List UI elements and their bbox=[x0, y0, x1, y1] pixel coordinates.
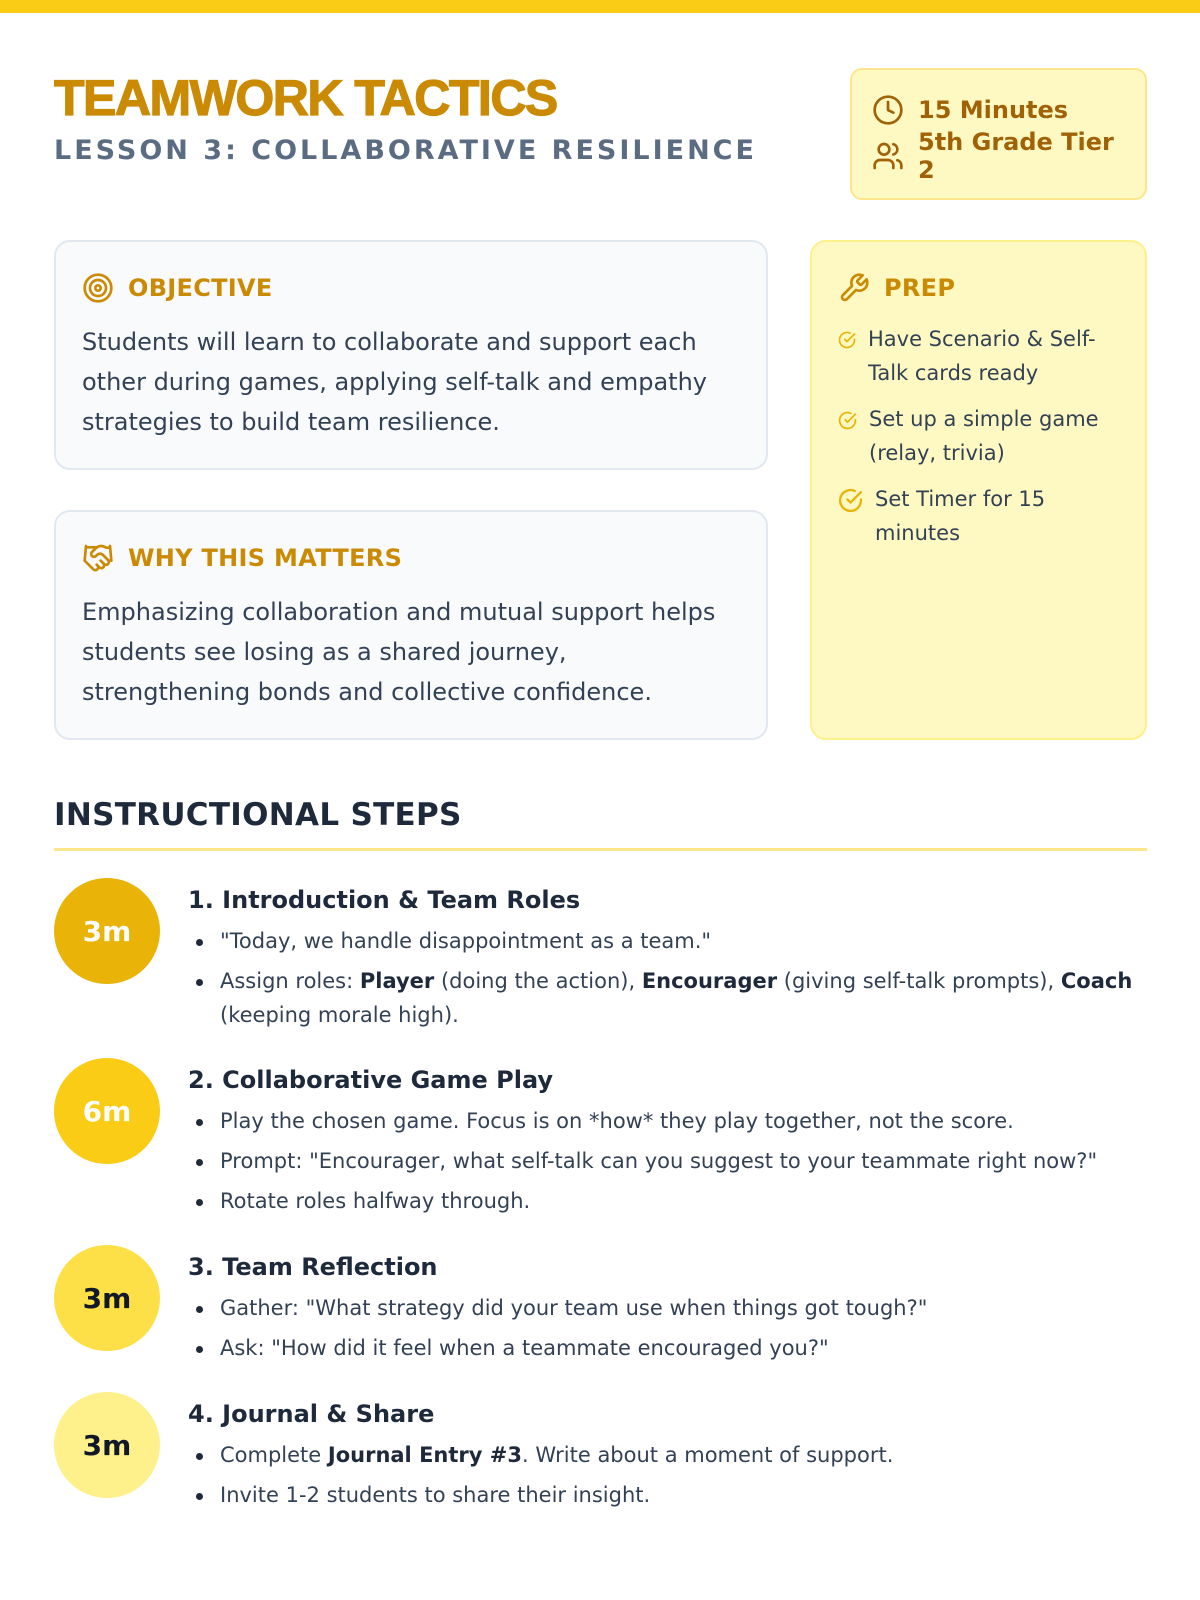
check-circle-icon bbox=[838, 331, 856, 349]
step-bullets bbox=[188, 1291, 1147, 1365]
bullet-text: (keeping morale high). bbox=[220, 1003, 459, 1027]
bold-term: Player bbox=[359, 969, 435, 993]
bullet-text: Assign roles: bbox=[220, 969, 360, 993]
why-text: Emphasizing collaboration and mutual support helps students see losing as a shared journey, strengthening bonds and collective confidence. bbox=[82, 598, 716, 706]
bullet-text: (giving self-talk prompts), bbox=[777, 969, 1061, 993]
section-title: INSTRUCTIONAL STEPS bbox=[54, 797, 462, 833]
prep-title: PREP bbox=[884, 274, 956, 302]
why-header bbox=[82, 538, 740, 578]
prep-item bbox=[838, 322, 1119, 390]
step-bullet bbox=[188, 924, 1147, 958]
check-circle-icon bbox=[838, 411, 857, 430]
bullet-text: Ask: "How did it feel when a teammate encouraged you?" bbox=[220, 1336, 829, 1360]
prep-list bbox=[838, 322, 1119, 550]
step-title: 3. Team Reflection bbox=[188, 1253, 438, 1281]
check-circle-icon bbox=[838, 488, 863, 513]
prep-item bbox=[838, 402, 1119, 470]
bullet-text: "Today, we handle disappointment as a team." bbox=[220, 929, 712, 953]
step-content bbox=[188, 884, 1147, 1038]
users-icon bbox=[872, 140, 904, 172]
step-bullet bbox=[188, 1104, 1147, 1138]
step-bullet bbox=[188, 1184, 1147, 1218]
step-content bbox=[188, 1064, 1147, 1224]
step-bullet bbox=[188, 1478, 1147, 1512]
step-bullet bbox=[188, 1291, 1147, 1325]
prep-item-text: Set up a simple game (relay, trivia) bbox=[869, 407, 1099, 465]
bold-term: Coach bbox=[1060, 969, 1133, 993]
objective-text: Students will learn to collaborate and support each other during games, applying self-talk and empathy strategies to build team resilience. bbox=[82, 328, 707, 436]
lesson-meta-box bbox=[850, 68, 1147, 200]
audience-row bbox=[872, 128, 1125, 184]
wrench-icon bbox=[838, 272, 870, 304]
duration-row bbox=[872, 92, 1125, 128]
step-bullets bbox=[188, 1104, 1147, 1218]
step-bullet bbox=[188, 1331, 1147, 1365]
step-time-badge: 3m bbox=[54, 878, 160, 984]
page-title: TEAMWORK TACTICS bbox=[54, 70, 557, 126]
prep-item-text: Set Timer for 15 minutes bbox=[875, 487, 1046, 545]
step-bullets bbox=[188, 1438, 1147, 1512]
bullet-text: (doing the action), bbox=[434, 969, 642, 993]
step-bullets bbox=[188, 924, 1147, 1032]
prep-header bbox=[838, 268, 1119, 308]
bullet-text: Rotate roles halfway through. bbox=[220, 1189, 531, 1213]
bullet-text: Complete bbox=[220, 1443, 328, 1467]
bold-term: Encourager bbox=[641, 969, 778, 993]
handshake-icon bbox=[82, 542, 114, 574]
step-content bbox=[188, 1398, 1147, 1518]
objective-card bbox=[54, 240, 768, 470]
bullet-text: Play the chosen game. Focus is on *how* they play together, not the score. bbox=[220, 1109, 1014, 1133]
why-card bbox=[54, 510, 768, 740]
bullet-text: . Write about a moment of support. bbox=[521, 1443, 894, 1467]
step-bullet bbox=[188, 1438, 1147, 1472]
target-icon bbox=[82, 272, 114, 304]
duration-label: 15 Minutes bbox=[918, 96, 1069, 124]
prep-item bbox=[838, 482, 1119, 550]
step-title: 1. Introduction & Team Roles bbox=[188, 886, 581, 914]
why-title: WHY THIS MATTERS bbox=[128, 544, 403, 572]
bullet-text: Gather: "What strategy did your team use when things got tough?" bbox=[220, 1296, 928, 1320]
step-time-badge: 6m bbox=[54, 1058, 160, 1164]
objective-title: OBJECTIVE bbox=[128, 274, 273, 302]
step-title: 4. Journal & Share bbox=[188, 1400, 435, 1428]
bullet-text: Invite 1-2 students to share their insight. bbox=[220, 1483, 651, 1507]
step-bullet bbox=[188, 1144, 1147, 1178]
prep-card bbox=[810, 240, 1147, 740]
clock-icon bbox=[872, 94, 904, 126]
lesson-subtitle: LESSON 3: COLLABORATIVE RESILIENCE bbox=[54, 135, 757, 166]
step-bullet bbox=[188, 964, 1147, 1032]
bullet-text: Prompt: "Encourager, what self-talk can you suggest to your teammate right now?" bbox=[220, 1149, 1098, 1173]
prep-item-text: Have Scenario & Self-Talk cards ready bbox=[868, 327, 1096, 385]
section-divider bbox=[54, 848, 1147, 851]
audience-label: 5th Grade Tier 2 bbox=[918, 128, 1114, 184]
step-time-badge: 3m bbox=[54, 1245, 160, 1351]
step-time-badge: 3m bbox=[54, 1392, 160, 1498]
step-title: 2. Collaborative Game Play bbox=[188, 1066, 554, 1094]
lesson-header bbox=[54, 70, 1147, 200]
step-content bbox=[188, 1251, 1147, 1371]
top-accent-bar bbox=[0, 0, 1200, 13]
objective-header bbox=[82, 268, 740, 308]
bold-term: Journal Entry #3 bbox=[327, 1443, 522, 1467]
